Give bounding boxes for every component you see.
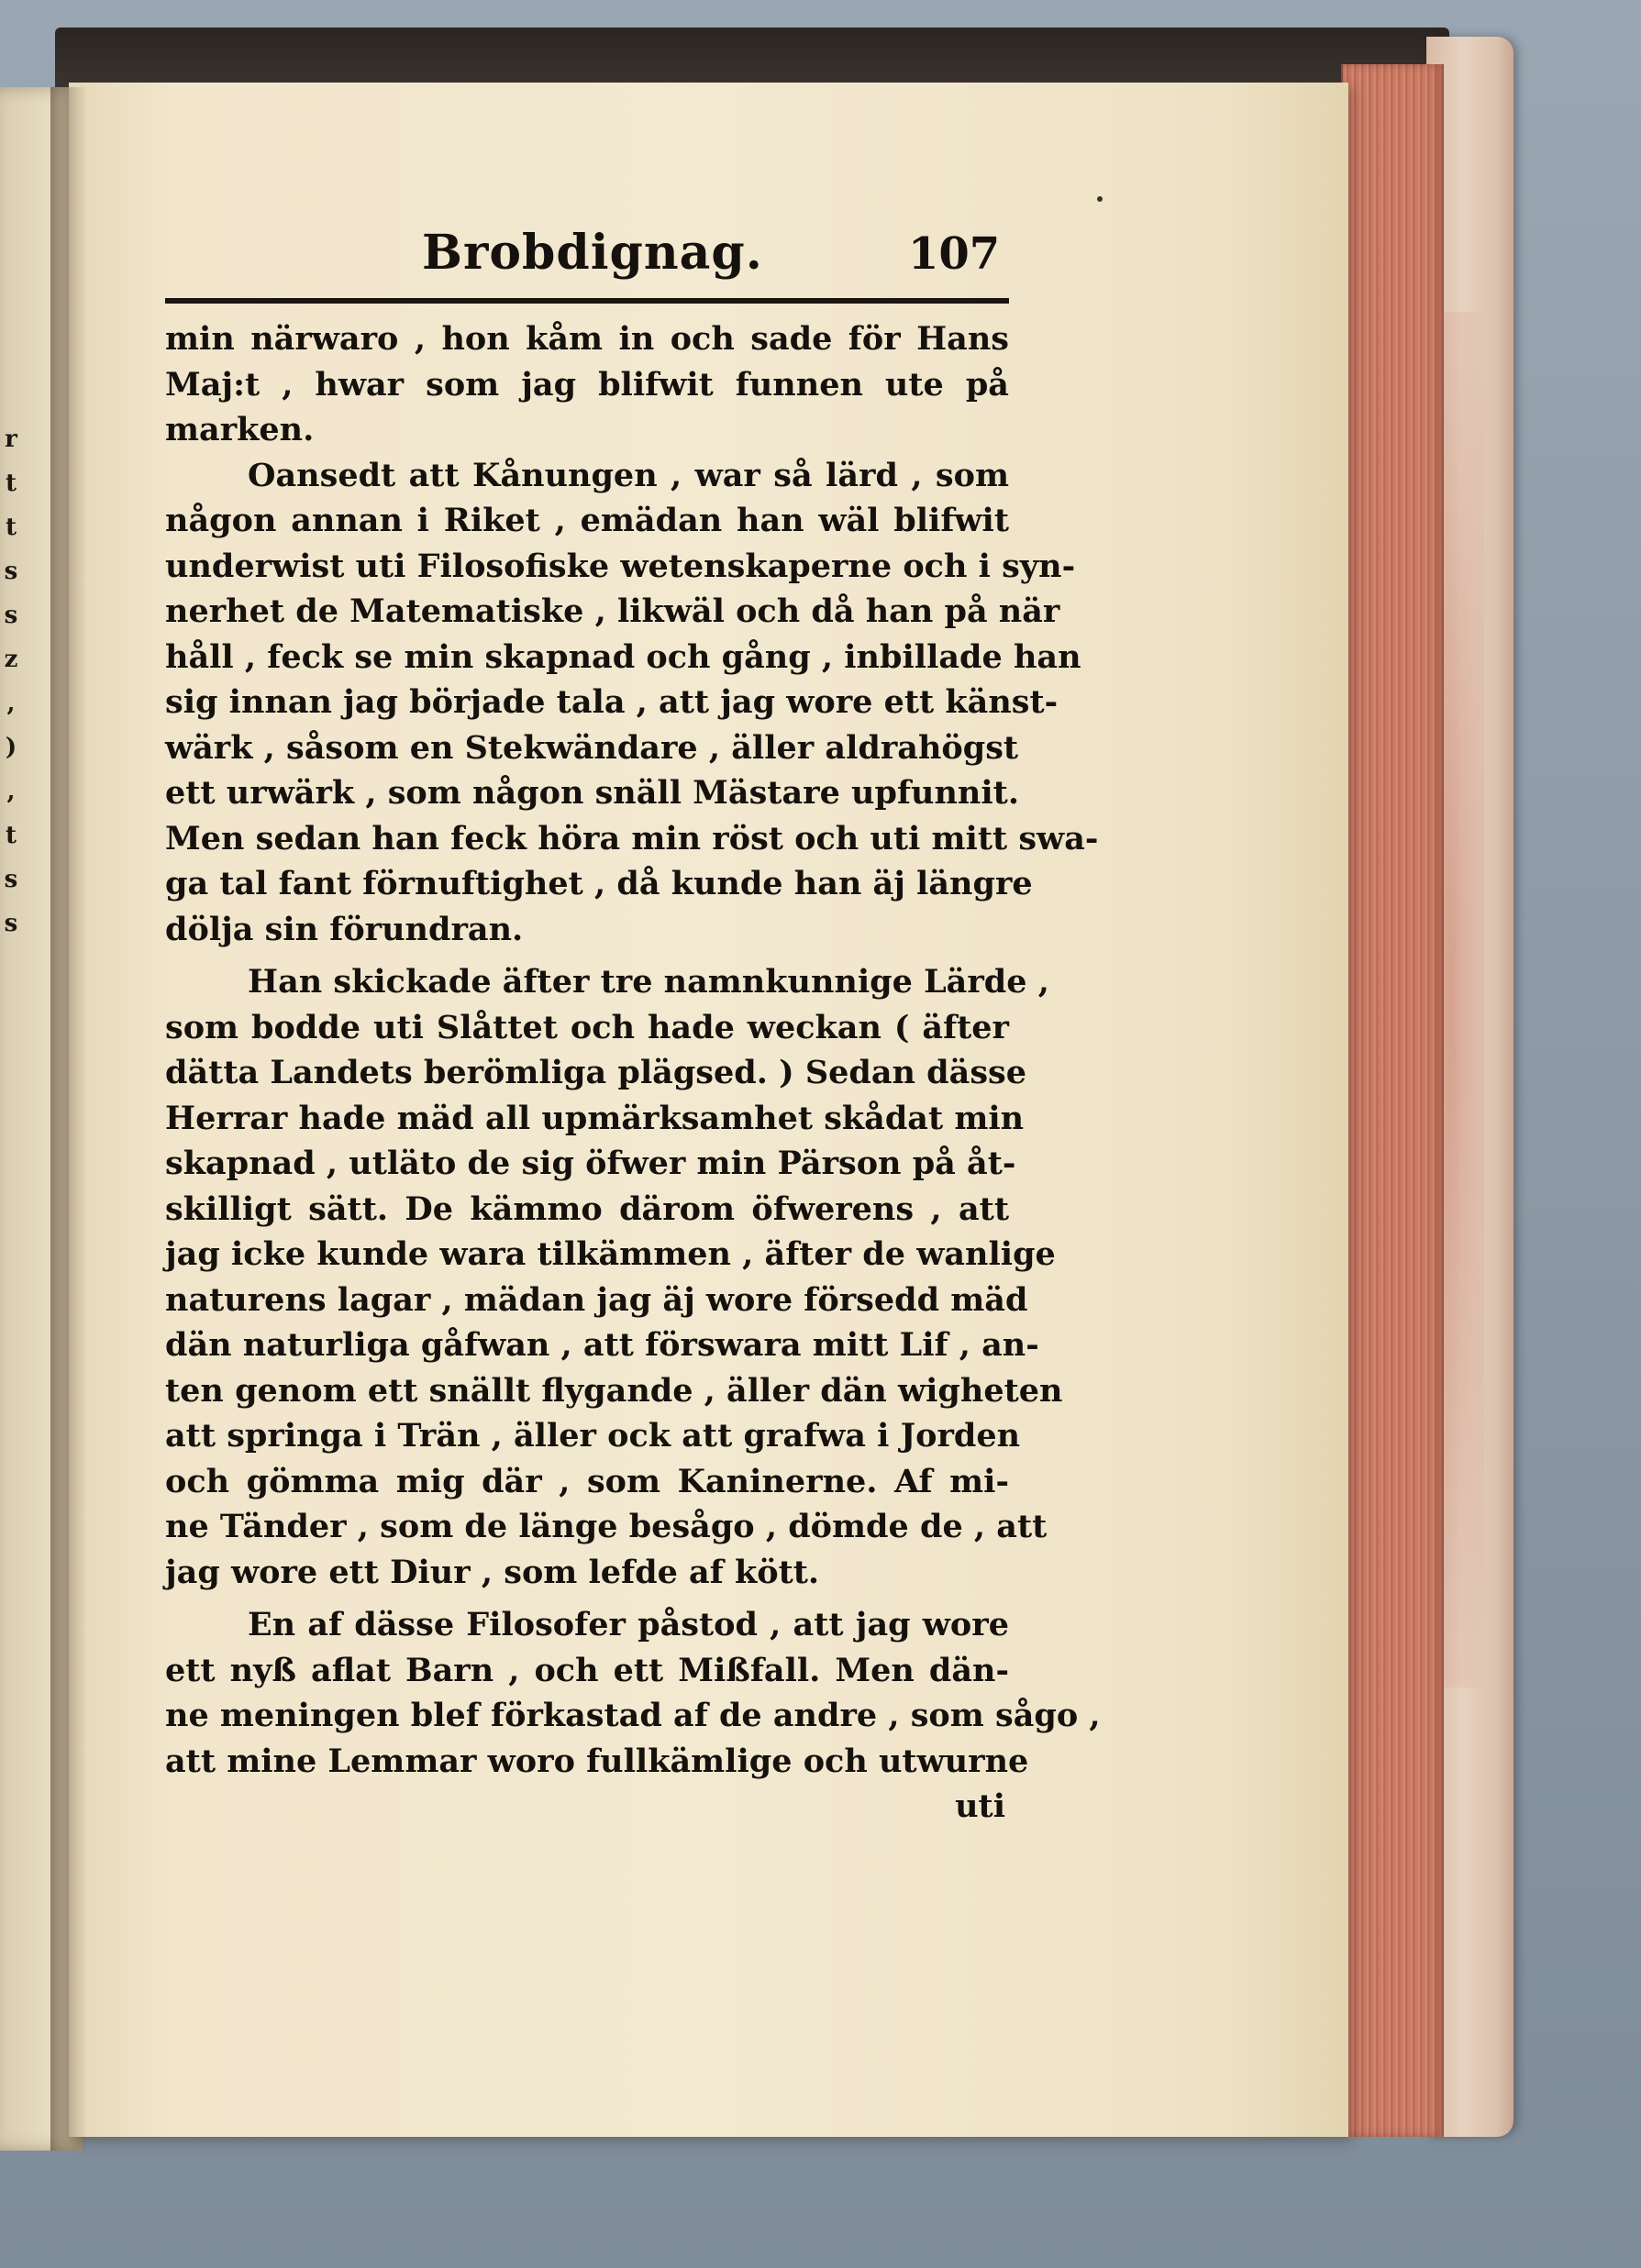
left-margin-fragment: , xyxy=(6,690,16,717)
text-line: jag wore ett Diur , som lefde af kött. xyxy=(165,1553,820,1591)
text-line: ett urwärk , som någon snäll Mästare upfunnit. xyxy=(165,774,1020,812)
left-margin-fragment: s xyxy=(4,910,18,937)
left-margin-fragment: t xyxy=(5,514,17,541)
text-line: och gömma mig där , som Kaninerne. Af mi- xyxy=(165,1462,1009,1500)
text-line: att springa i Trän , äller ock att grafwa i Jorden xyxy=(165,1417,1021,1455)
text-line: ett nyß aflat Barn , och ett Mißfall. Men dän- xyxy=(165,1651,1009,1689)
paragraph xyxy=(165,1602,1101,1784)
text-line: ten genom ett snällt flygande , äller dän wigheten xyxy=(165,1371,1063,1410)
text-line: Herrar hade mäd all upmärksamhet skådat min xyxy=(165,1099,1025,1137)
text-line: ne meningen blef förkastad af de andre , som sågo , xyxy=(165,1697,1101,1734)
text-line: skilligt sätt. De kämmo därom öfwerens , att xyxy=(165,1189,1009,1228)
left-margin-fragment: , xyxy=(6,778,16,805)
text-line: håll , feck se min skapnad och gång , inbillade han xyxy=(165,637,1081,676)
text-line: naturens lagar , mädan jag äj wore försedd mäd xyxy=(165,1280,1028,1319)
text-line: dölja sin förundran. xyxy=(165,910,524,948)
running-head: Brobdignag. xyxy=(422,225,763,281)
text-line: wärk , såsom en Stekwändare , äller aldrahögst xyxy=(165,728,1019,767)
text-line: Han skickade äfter tre namnkunnige Lärde , xyxy=(248,963,1049,1001)
red-page-edges xyxy=(1341,64,1444,2137)
text-line: dän naturliga gåfwan , att förswara mitt Lif , an- xyxy=(165,1326,1039,1364)
left-margin-fragment: t xyxy=(5,822,17,849)
left-margin-fragment: s xyxy=(4,866,18,893)
left-page-margin-text xyxy=(4,417,18,1114)
text-line: dätta Landets berömliga plägsed. ) Sedan dässe xyxy=(165,1054,1027,1091)
left-margin-fragment: t xyxy=(5,470,17,497)
text-line: som bodde uti Slåttet och hade weckan ( äfter xyxy=(165,1008,1009,1046)
left-margin-fragment: z xyxy=(4,646,18,673)
left-margin-fragment: s xyxy=(4,602,18,629)
page-number: 107 xyxy=(908,228,1001,280)
text-line: min närwaro , hon kåm in och sade för Hans xyxy=(165,320,1009,358)
text-block xyxy=(165,216,1101,1825)
text-line: Men sedan han feck höra min röst och uti mitt swa- xyxy=(165,819,1099,857)
ink-speck xyxy=(1097,196,1103,202)
left-margin-fragment: s xyxy=(4,558,18,585)
text-line: Oansedt att Kånungen , war så lärd , som xyxy=(248,456,1009,494)
left-margin-fragment: ) xyxy=(5,734,17,761)
paragraph xyxy=(165,316,1009,453)
left-margin-fragment: r xyxy=(5,426,17,453)
gutter-shadow xyxy=(50,87,87,2151)
text-line: att mine Lemmar woro fullkämlige och utwurne xyxy=(165,1742,1029,1780)
text-line: jag icke kunde wara tilkämmen , äfter de wanlige xyxy=(165,1235,1056,1273)
page-header xyxy=(165,216,1009,289)
text-line: Maj:t , hwar som jag blifwit funnen ute på xyxy=(165,365,1009,404)
text-line: ga tal fant förnuftighet , då kunde han äj längre xyxy=(165,865,1033,902)
paragraph xyxy=(165,959,1063,1595)
text-line: skapnad , utläto de sig öfwer min Pärson på åt- xyxy=(165,1145,1016,1182)
text-line: En af dässe Filosofer påstod , att jag wore xyxy=(248,1606,1009,1643)
text-line: någon annan i Riket , emädan han wäl blifwit xyxy=(165,502,1009,539)
body-text xyxy=(165,316,1101,1830)
catchword: uti xyxy=(955,1787,1005,1825)
text-line: ne Tänder , som de länge besågo , dömde de , att xyxy=(165,1508,1048,1545)
paragraph xyxy=(165,453,1099,953)
header-rule xyxy=(165,298,1009,304)
text-line: nerhet de Matematiske , likwäl och då han på när xyxy=(165,592,1060,630)
text-line: sig innan jag började tala , att jag wore ett känst- xyxy=(165,683,1059,721)
text-line: marken. xyxy=(165,411,315,448)
text-line: underwist uti Filosofiske wetenskaperne och i syn- xyxy=(165,547,1076,585)
